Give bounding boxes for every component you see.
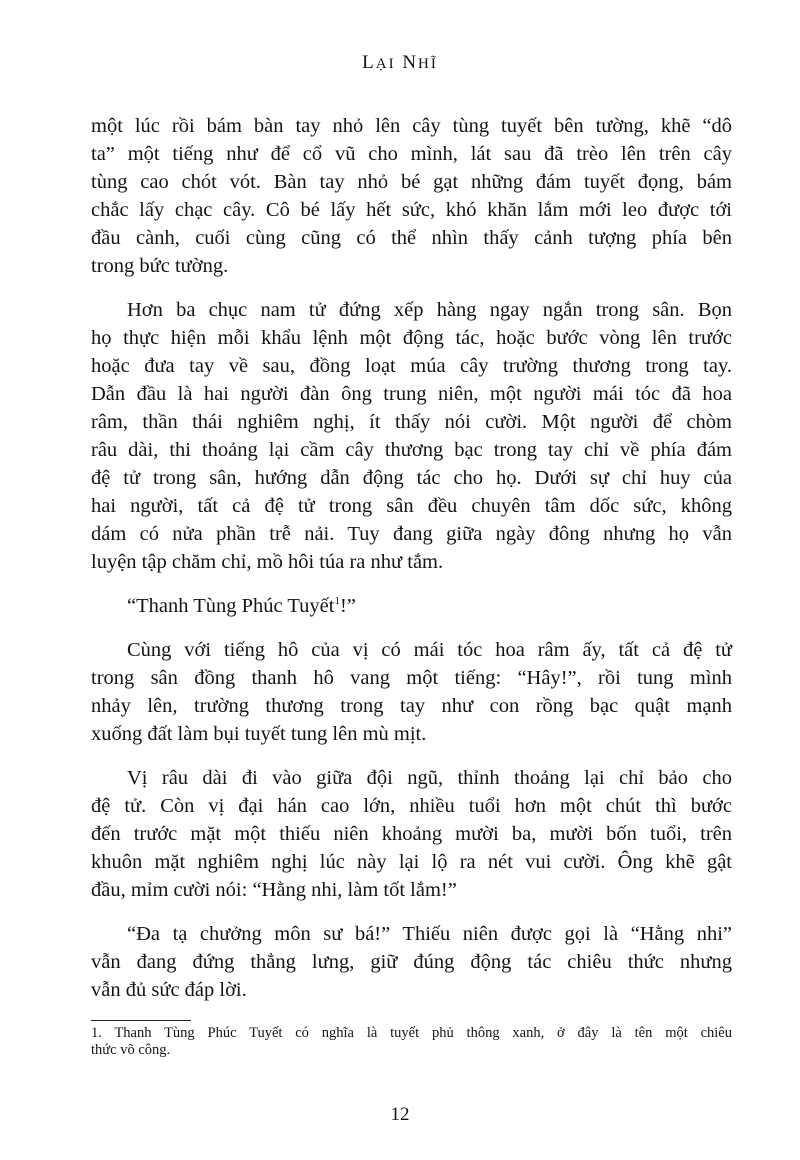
text-line: họ thực hiện mỗi khẩu lệnh một động tác, hoặc bước vòng lên trước — [91, 327, 732, 349]
text-line: đến trước mặt một thiếu niên khoảng mười ba, mười bốn tuổi, trên — [91, 823, 732, 845]
paragraph — [91, 112, 732, 280]
text-line: râu dài, thi thoảng lại cầm cây thương bạc trong tay chỉ về phía đám — [91, 439, 732, 461]
body-text — [91, 112, 732, 1004]
text-line: đệ tử. Còn vị đại hán cao lớn, nhiều tuổi hơn một chút thì bước — [91, 795, 732, 817]
text-span: !” — [339, 595, 356, 617]
footnote-line: 1. Thanh Tùng Phúc Tuyết có nghĩa là tuyết phủ thông xanh, ở đây là tên một chiêu — [91, 1025, 732, 1041]
text-line: đệ tử trong sân, hướng dẫn động tác cho họ. Dưới sự chỉ huy của — [91, 467, 732, 489]
text-line: Vị râu dài đi vào giữa đội ngũ, thỉnh thoảng lại chỉ bảo cho — [127, 767, 732, 789]
text-line: chắc lấy chạc cây. Cô bé lấy hết sức, khó khăn lắm mới leo được tới — [91, 199, 732, 221]
text-line: “Đa tạ chưởng môn sư bá!” Thiếu niên được gọi là “Hằng nhi” — [127, 923, 732, 945]
text-line: khuôn mặt nghiêm nghị lúc này lại lộ ra nét vui cười. Ông khẽ gật — [91, 851, 732, 873]
text-line: đầu cành, cuối cùng cũng có thể nhìn thấy cảnh tượng phía bên — [91, 227, 732, 249]
text-line: xuống đất làm bụi tuyết tung lên mù mịt. — [91, 723, 427, 745]
footnote-marker: 1 — [334, 595, 340, 608]
paragraph — [91, 592, 732, 620]
header-letter: L — [362, 52, 376, 73]
text-line: đầu, mỉm cười nói: “Hằng nhi, làm tốt lắm!” — [91, 879, 457, 901]
text-line: tùng cao chót vót. Bàn tay nhỏ bé gạt những đám tuyết đọng, bám — [91, 171, 732, 193]
text-span: “Thanh Tùng Phúc Tuyết — [127, 595, 335, 617]
paragraph — [91, 296, 732, 576]
text-line: nhảy lên, trường thương trong tay như con rồng bạc quật mạnh — [91, 695, 732, 717]
header-smallcaps: ẠI — [375, 56, 396, 72]
page-number: 12 — [390, 1104, 410, 1125]
text-line: trong bức tường. — [91, 255, 229, 277]
text-line: hoặc đưa tay về sau, đồng loạt múa cây trường thương trong tay. — [91, 355, 732, 377]
paragraph — [91, 920, 732, 1004]
text-line: Cùng với tiếng hô của vị có mái tóc hoa râm ấy, tất cả đệ tử — [127, 639, 732, 661]
text-line: luyện tập chăm chỉ, mồ hôi túa ra như tắm. — [91, 551, 444, 573]
text-line: Dẫn đầu là hai người đàn ông trung niên, một người mái tóc đã hoa — [91, 383, 732, 405]
header-letter: N — [402, 52, 419, 73]
text-line: râm, thần thái nghiêm nghị, ít thấy nói cười. Một người để chòm — [91, 411, 732, 433]
running-header-author — [0, 52, 800, 74]
text-line: ta” một tiếng như để cổ vũ cho mình, lát sau đã trèo lên trên cây — [91, 143, 732, 165]
footnote-line: thức võ công. — [91, 1042, 171, 1058]
text-line: dám có nửa phần trễ nải. Tuy đang giữa ngày đông nhưng họ vẫn — [91, 523, 732, 545]
paragraph — [91, 636, 732, 748]
paragraph — [91, 764, 732, 904]
text-line — [91, 592, 732, 620]
footnote-divider — [91, 1020, 191, 1021]
text-line: Hơn ba chục nam tử đứng xếp hàng ngay ngắn trong sân. Bọn — [127, 299, 732, 321]
footnote — [91, 1025, 732, 1059]
text-line: trong sân đồng thanh hô vang một tiếng: “Hây!”, rồi tung mình — [91, 667, 732, 689]
text-line: hai người, tất cả đệ tử trong sân đều chuyên tâm dốc sức, không — [91, 495, 732, 517]
text-line: một lúc rồi bám bàn tay nhỏ lên cây tùng tuyết bên tường, khẽ “dô — [91, 115, 732, 137]
text-line: vẫn đang đứng thẳng lưng, giữ đúng động tác chiêu thức nhưng — [91, 951, 732, 973]
text-line: vẫn đủ sức đáp lời. — [91, 979, 247, 1001]
header-smallcaps: HĨ — [418, 56, 438, 72]
